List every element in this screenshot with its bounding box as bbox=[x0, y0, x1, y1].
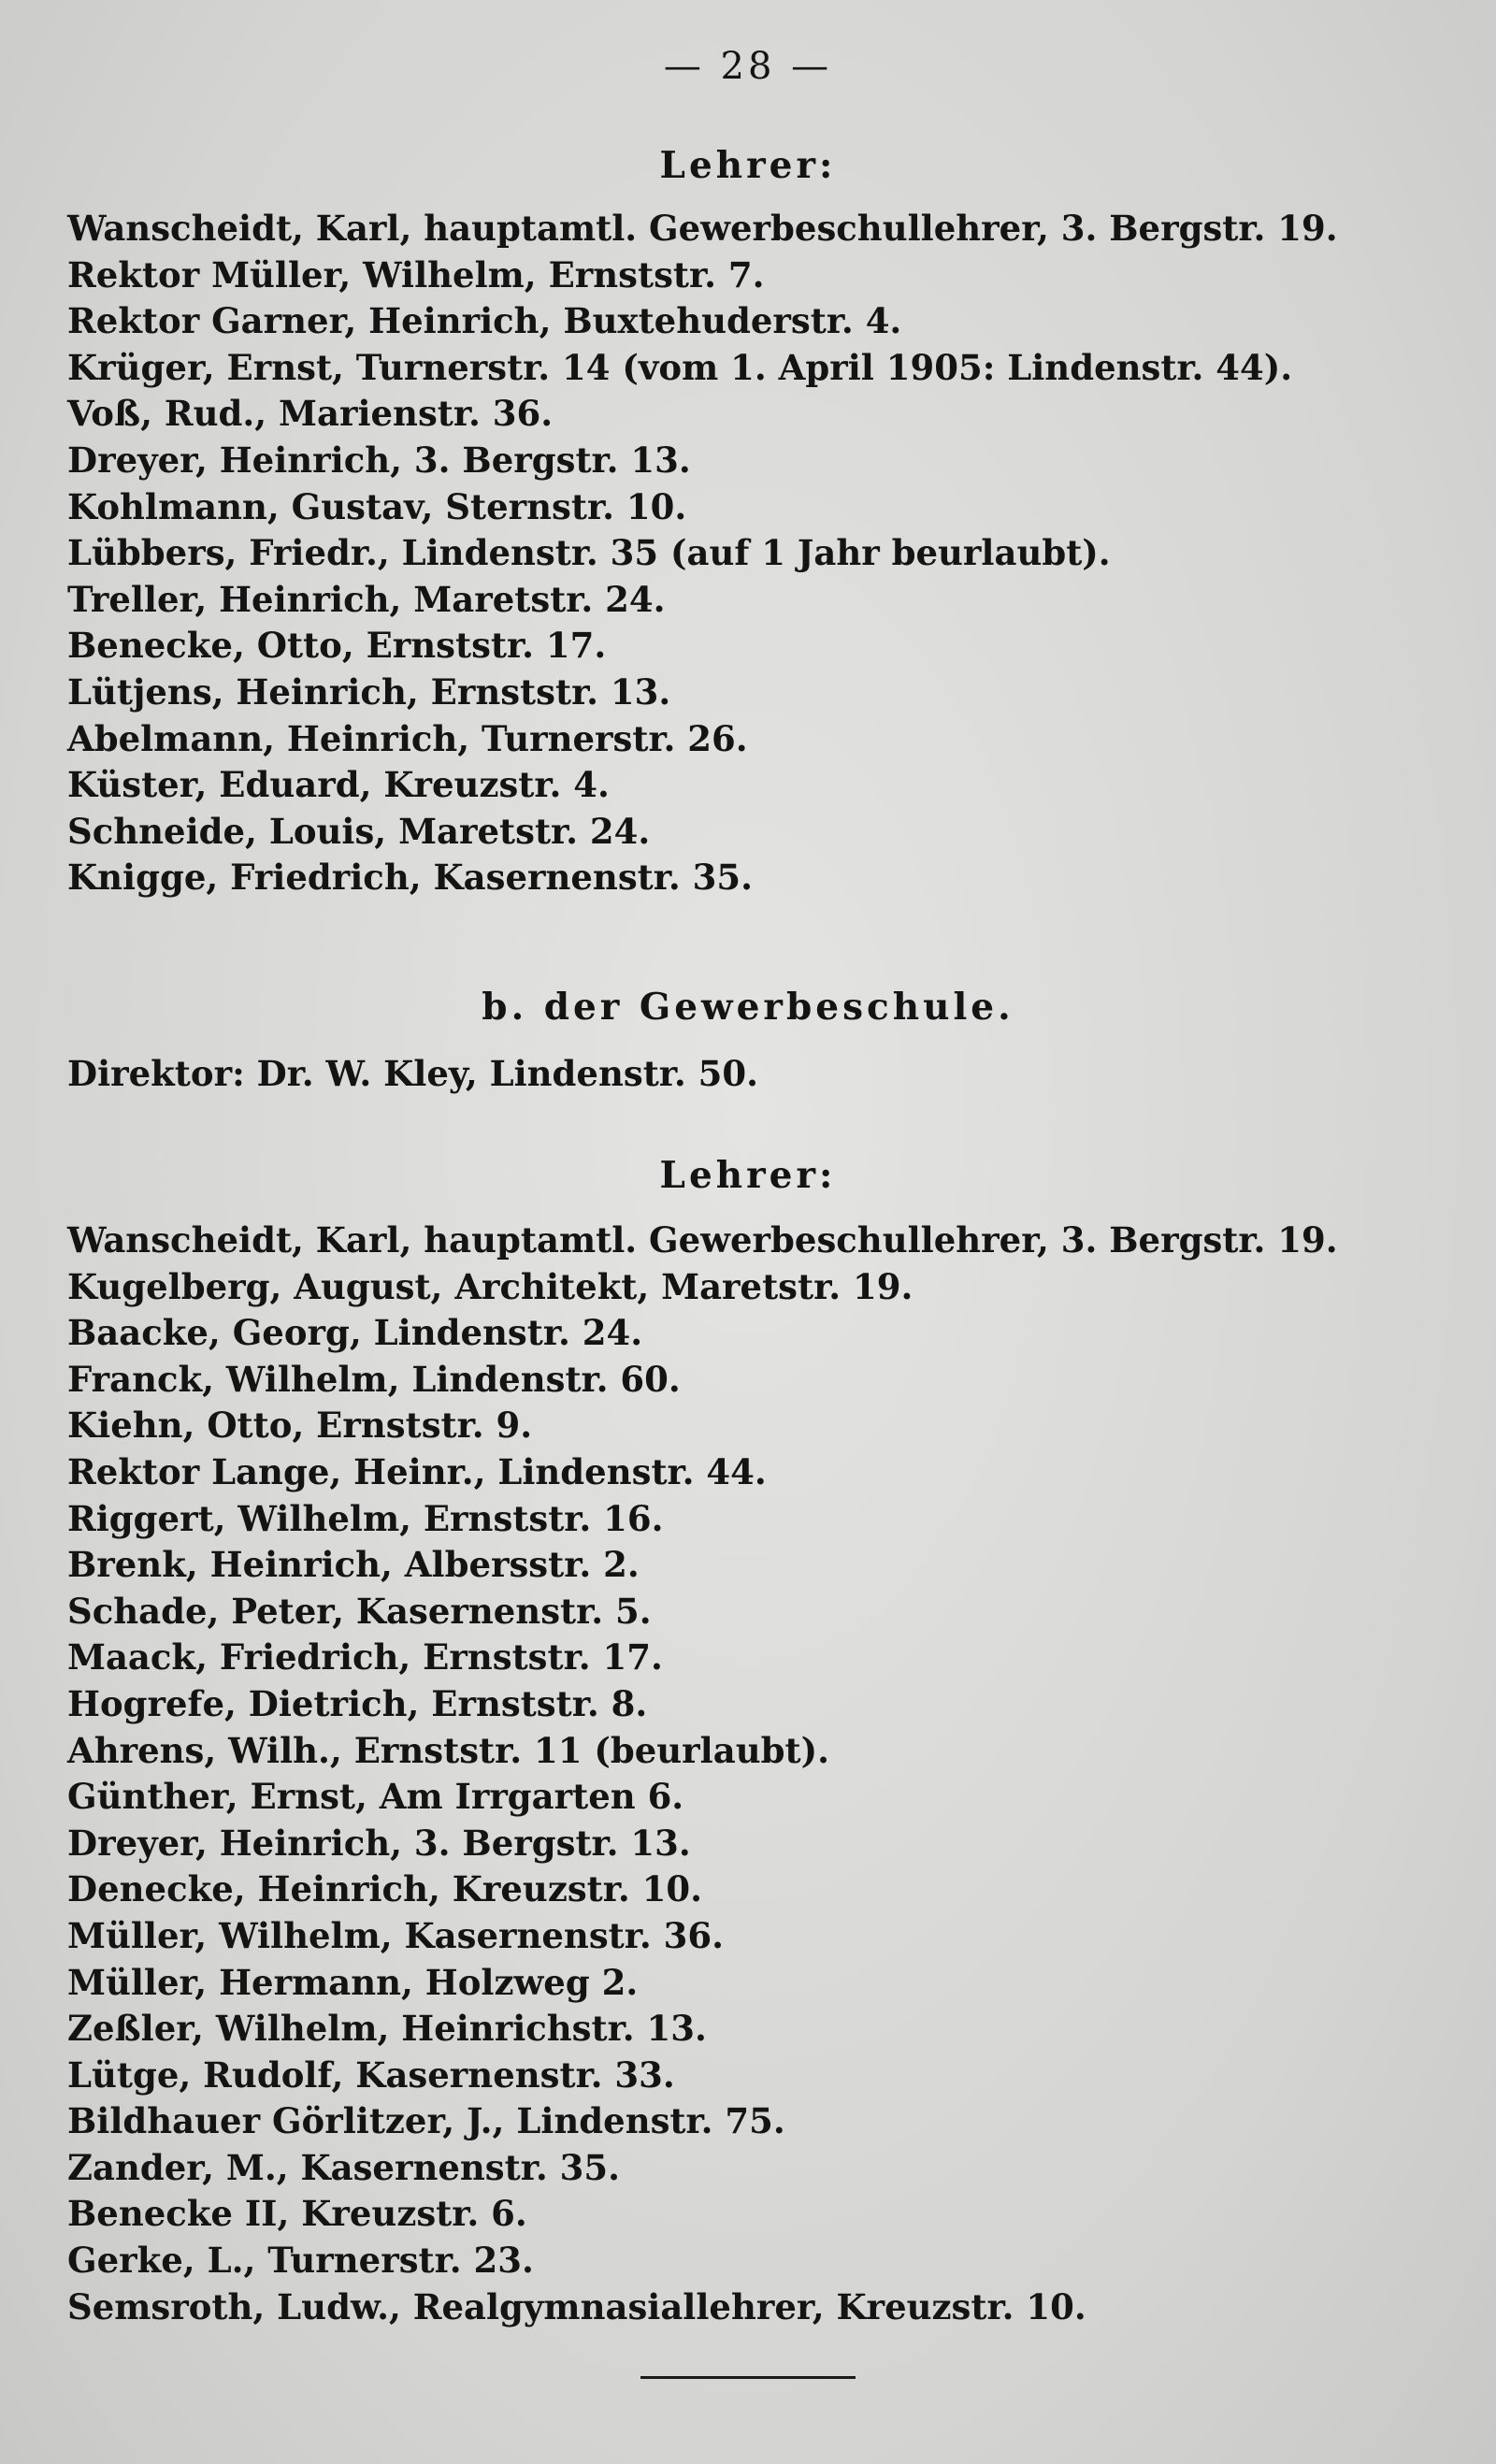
teacher-entry: Benecke, Otto, Ernststr. 17. bbox=[67, 625, 607, 667]
teacher-entry: Gerke, L., Turnerstr. 23. bbox=[67, 2240, 534, 2282]
director-line: Direktor: Dr. W. Kley, Lindenstr. 50. bbox=[67, 1053, 759, 1094]
teacher-entry: Treller, Heinrich, Maretstr. 24. bbox=[67, 578, 666, 620]
teacher-entry: Semsroth, Ludw., Realgymnasiallehrer, Kreuzstr. 10. bbox=[67, 2285, 1086, 2327]
teacher-entry: Küster, Eduard, Kreuzstr. 4. bbox=[67, 764, 610, 806]
teacher-entry: Lütge, Rudolf, Kasernenstr. 33. bbox=[67, 2053, 675, 2096]
teacher-entry: Rektor Müller, Wilhelm, Ernststr. 7. bbox=[67, 253, 765, 295]
teacher-entry: Rektor Garner, Heinrich, Buxtehuderstr. 4. bbox=[67, 300, 902, 342]
teacher-entry: Krüger, Ernst, Turnerstr. 14 (vom 1. April 1905: Lindenstr. 44). bbox=[67, 346, 1293, 388]
teacher-entry: Kohlmann, Gustav, Sternstr. 10. bbox=[67, 485, 687, 527]
page-number: — 28 — bbox=[663, 45, 833, 88]
teacher-entry: Wanscheidt, Karl, hauptamtl. Gewerbeschullehrer, 3. Bergstr. 19. bbox=[67, 208, 1338, 249]
closing-rule bbox=[640, 2376, 856, 2379]
teacher-entry: Günther, Ernst, Am Irrgarten 6. bbox=[67, 1776, 684, 1818]
teacher-entry: Brenk, Heinrich, Albersstr. 2. bbox=[67, 1544, 640, 1586]
teacher-entry: Ahrens, Wilh., Ernststr. 11 (beurlaubt). bbox=[67, 1729, 829, 1771]
teacher-entry: Müller, Wilhelm, Kasernenstr. 36. bbox=[67, 1914, 724, 1956]
section-b-teacher-list bbox=[67, 1218, 1338, 2330]
teacher-entry: Denecke, Heinrich, Kreuzstr. 10. bbox=[67, 1868, 702, 1910]
teacher-entry: Zeßler, Wilhelm, Heinrichstr. 13. bbox=[67, 2008, 707, 2050]
section-b-title: b. der Gewerbeschule. bbox=[482, 986, 1014, 1029]
teacher-entry: Wanscheidt, Karl, hauptamtl. Gewerbeschullehrer, 3. Bergstr. 19. bbox=[67, 1219, 1338, 1261]
section-a-teacher-list bbox=[67, 206, 1338, 901]
teacher-entry: Dreyer, Heinrich, 3. Bergstr. 13. bbox=[67, 1822, 691, 1864]
teacher-entry: Baacke, Georg, Lindenstr. 24. bbox=[67, 1312, 643, 1354]
teacher-entry: Rektor Lange, Heinr., Lindenstr. 44. bbox=[67, 1450, 767, 1492]
teacher-entry: Schade, Peter, Kasernenstr. 5. bbox=[67, 1590, 652, 1632]
teacher-entry: Kugelberg, August, Architekt, Maretstr. 19. bbox=[67, 1265, 913, 1307]
teacher-entry: Voß, Rud., Marienstr. 36. bbox=[67, 393, 554, 435]
teacher-entry: Knigge, Friedrich, Kasernenstr. 35. bbox=[67, 857, 753, 899]
teacher-entry: Zander, M., Kasernenstr. 35. bbox=[67, 2146, 620, 2188]
teacher-entry: Lübbers, Friedr., Lindenstr. 35 (auf 1 Jahr beurlaubt). bbox=[67, 532, 1111, 574]
teacher-entry: Benecke II, Kreuzstr. 6. bbox=[67, 2193, 527, 2235]
teacher-entry: Schneide, Louis, Maretstr. 24. bbox=[67, 810, 651, 852]
teacher-entry: Riggert, Wilhelm, Ernststr. 16. bbox=[67, 1497, 664, 1539]
section-a-heading: Lehrer: bbox=[659, 144, 837, 187]
section-b-heading: Lehrer: bbox=[659, 1154, 837, 1197]
teacher-entry: Maack, Friedrich, Ernststr. 17. bbox=[67, 1636, 663, 1679]
teacher-entry: Müller, Hermann, Holzweg 2. bbox=[67, 1961, 639, 2003]
teacher-entry: Dreyer, Heinrich, 3. Bergstr. 13. bbox=[67, 439, 691, 481]
teacher-entry: Franck, Wilhelm, Lindenstr. 60. bbox=[67, 1358, 681, 1400]
teacher-entry: Kiehn, Otto, Ernststr. 9. bbox=[67, 1405, 533, 1447]
teacher-entry: Abelmann, Heinrich, Turnerstr. 26. bbox=[67, 717, 748, 759]
teacher-entry: Hogrefe, Dietrich, Ernststr. 8. bbox=[67, 1682, 648, 1724]
teacher-entry: Bildhauer Görlitzer, J., Lindenstr. 75. bbox=[67, 2100, 785, 2142]
teacher-entry: Lütjens, Heinrich, Ernststr. 13. bbox=[67, 670, 671, 713]
